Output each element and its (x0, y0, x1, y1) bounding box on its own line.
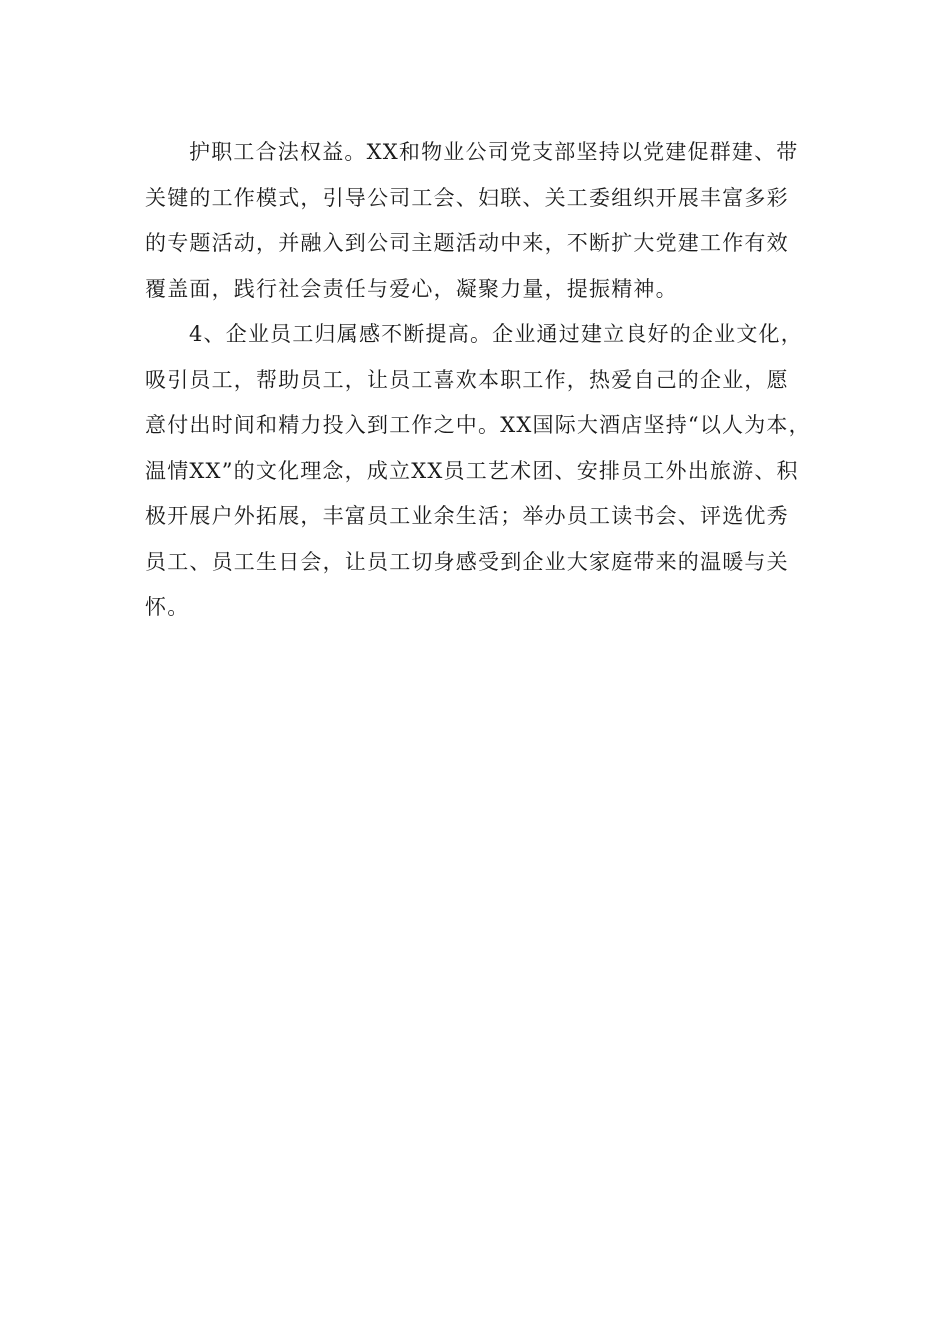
text-line: 关键的工作模式，引导公司工会、妇联、关工委组织开展丰富多彩 (145, 185, 789, 210)
text-line: 温情XX”的文化理念，成立XX员工艺术团、安排员工外出旅游、积 (145, 458, 799, 483)
text-line: 怀。 (145, 595, 190, 619)
text-line: 的专题活动，并融入到公司主题活动中来，不断扩大党建工作有效 (145, 231, 789, 255)
body-text (145, 130, 835, 631)
text-line: 极开展户外拓展，丰富员工业余生活；举办员工读书会、评选优秀 (145, 504, 789, 528)
text-line: 员工、员工生日会，让员工切身感受到企业大家庭带来的温暖与关 (145, 549, 789, 574)
text-line: 护职工合法权益。XX和物业公司党支部坚持以党建促群建、带 (189, 140, 799, 164)
text-line: 覆盖面，践行社会责任与爱心，凝聚力量，提振精神。 (145, 276, 678, 301)
text-line: 意付出时间和精力投入到工作之中。XX国际大酒店坚持“以人为本， (145, 413, 811, 437)
text-line: 吸引员工，帮助员工，让员工喜欢本职工作，热爱自己的企业，愿 (145, 367, 789, 392)
text-line: 4、企业员工归属感不断提高。企业通过建立良好的企业文化， (189, 322, 803, 346)
paragraph (145, 312, 835, 631)
paragraph (145, 130, 835, 312)
